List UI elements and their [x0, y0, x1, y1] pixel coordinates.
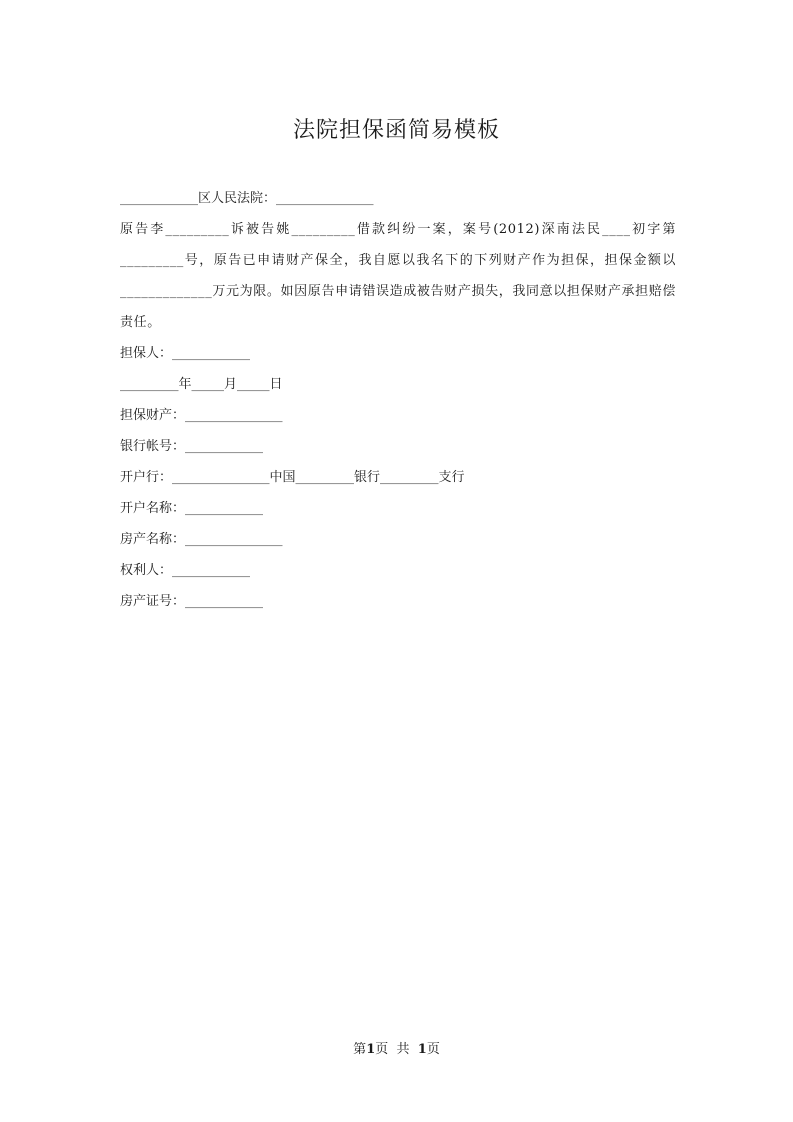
guarantee-property-line: 担保财产：_______________ [120, 408, 283, 423]
footer-suffix: 页 [426, 1042, 440, 1057]
bank-account-line: 银行帐号：____________ [120, 439, 264, 454]
document-title: 法院担保函简易模板 [292, 117, 500, 143]
footer-total-pages: 1 [417, 1042, 427, 1057]
court-line: ____________区人民法院：_______________ [120, 191, 374, 206]
bank-branch-line: 开户行：_______________中国_________银行_________支行 [120, 470, 465, 485]
footer-current-page: 1 [366, 1042, 376, 1057]
guarantor-line: 担保人：____________ [120, 346, 251, 361]
footer-prefix: 第 [353, 1042, 367, 1057]
property-certificate-line: 房产证号：____________ [120, 594, 264, 609]
date-line: _________年_____月_____日 [120, 377, 283, 392]
page-footer [0, 1040, 793, 1060]
body-paragraph: 原告李_________诉被告姚_________借款纠纷一案，案号(2012)深南法民____初字第_________号，原告已申请财产保全，我自愿以我名下的下列财产作为担保，担保金额以_____________万元为限。如因原告申请错误造成被告财产损失，我同意以担保财产承担赔偿责任。 [120, 222, 676, 330]
property-name-line: 房产名称：_______________ [120, 532, 283, 547]
right-holder-line: 权利人：____________ [120, 563, 251, 578]
footer-mid: 页 共 [375, 1042, 418, 1057]
account-name-line: 开户名称：____________ [120, 501, 264, 516]
document-body [120, 183, 676, 617]
